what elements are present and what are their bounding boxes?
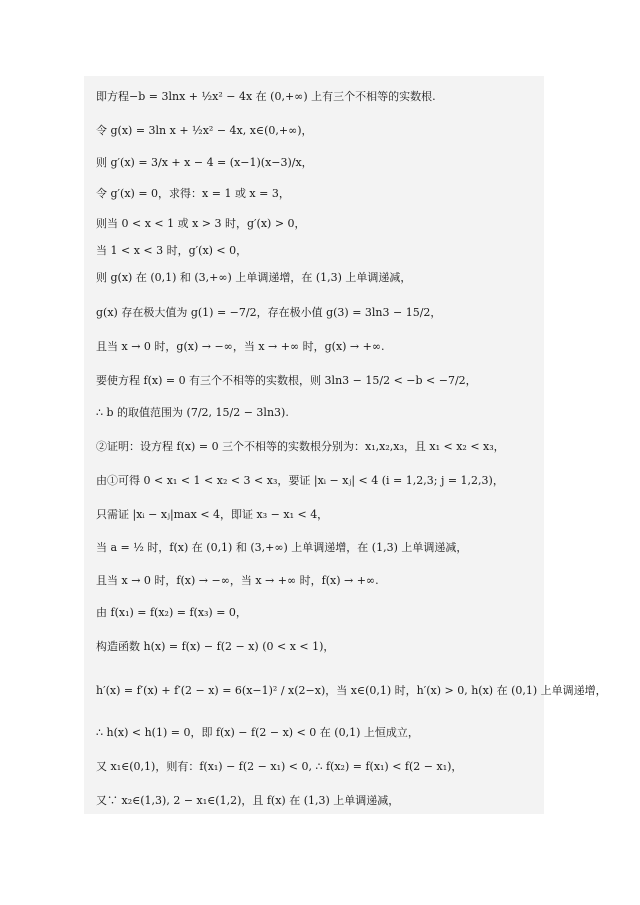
text-line: 由①可得 0 < x₁ < 1 < x₂ < 3 < x₃，要证 |xᵢ − xⱼ| < 4 (i = 1,2,3; j = 1,2,3)，: [96, 474, 504, 487]
text-line: 又∵ x₂∈(1,3), 2 − x₁∈(1,2)，且 f(x) 在 (1,3) 上单调递减，: [96, 794, 400, 807]
text-line: 令 g(x) = 3ln x + ½x² − 4x, x∈(0,+∞)，: [96, 124, 313, 137]
text-line: 构造函数 h(x) = f(x) − f(2 − x) (0 < x < 1)，: [96, 640, 335, 653]
text-line: 令 g′(x) = 0，求得：x = 1 或 x = 3，: [96, 187, 290, 200]
text-line: 则 g(x) 在 (0,1) 和 (3,+∞) 上单调递增，在 (1,3) 上单调递减，: [96, 271, 412, 284]
text-line: g(x) 存在极大值为 g(1) = −7/2，存在极小值 g(3) = 3ln3 − 15/2，: [96, 306, 442, 319]
text-line: ∴ h(x) < h(1) = 0，即 f(x) − f(2 − x) < 0 在 (0,1) 上恒成立，: [96, 726, 419, 739]
text-line: 且当 x → 0 时，f(x) → −∞，当 x → +∞ 时，f(x) → +∞.: [96, 574, 379, 587]
text-line: 当 a = ½ 时，f(x) 在 (0,1) 和 (3,+∞) 上单调递增，在 (1,3) 上单调递减，: [96, 541, 468, 554]
text-line: ②证明：设方程 f(x) = 0 三个不相等的实数根分别为：x₁,x₂,x₃，且 x₁ < x₂ < x₃，: [96, 440, 505, 453]
text-line: 则当 0 < x < 1 或 x > 3 时，g′(x) > 0，: [96, 217, 306, 230]
text-line: ∴ b 的取值范围为 (7/2, 15/2 − 3ln3).: [96, 406, 289, 419]
text-line: 又 x₁∈(0,1)，则有：f(x₁) − f(2 − x₁) < 0, ∴ f(x₂) = f(x₁) < f(2 − x₁)，: [96, 760, 463, 773]
text-line: 则 g′(x) = 3/x + x − 4 = (x−1)(x−3)/x，: [96, 156, 313, 169]
text-line: 只需证 |xᵢ − xⱼ|max < 4，即证 x₃ − x₁ < 4，: [96, 508, 329, 521]
text-line: h′(x) = f′(x) + f′(2 − x) = 6(x−1)² / x(2−x)，当 x∈(0,1) 时，h′(x) > 0, h(x) 在 (0,1) 上单调递增，: [96, 684, 607, 697]
text-line: 要使方程 f(x) = 0 有三个不相等的实数根，则 3ln3 − 15/2 < −b < −7/2，: [96, 374, 477, 387]
text-line: 即方程−b = 3lnx + ½x² − 4x 在 (0,+∞) 上有三个不相等的实数根.: [96, 90, 436, 103]
text-line: 由 f(x₁) = f(x₂) = f(x₃) = 0，: [96, 606, 247, 619]
text-line: 当 1 < x < 3 时，g′(x) < 0，: [96, 244, 248, 257]
text-line: 且当 x → 0 时，g(x) → −∞，当 x → +∞ 时，g(x) → +∞.: [96, 340, 385, 353]
